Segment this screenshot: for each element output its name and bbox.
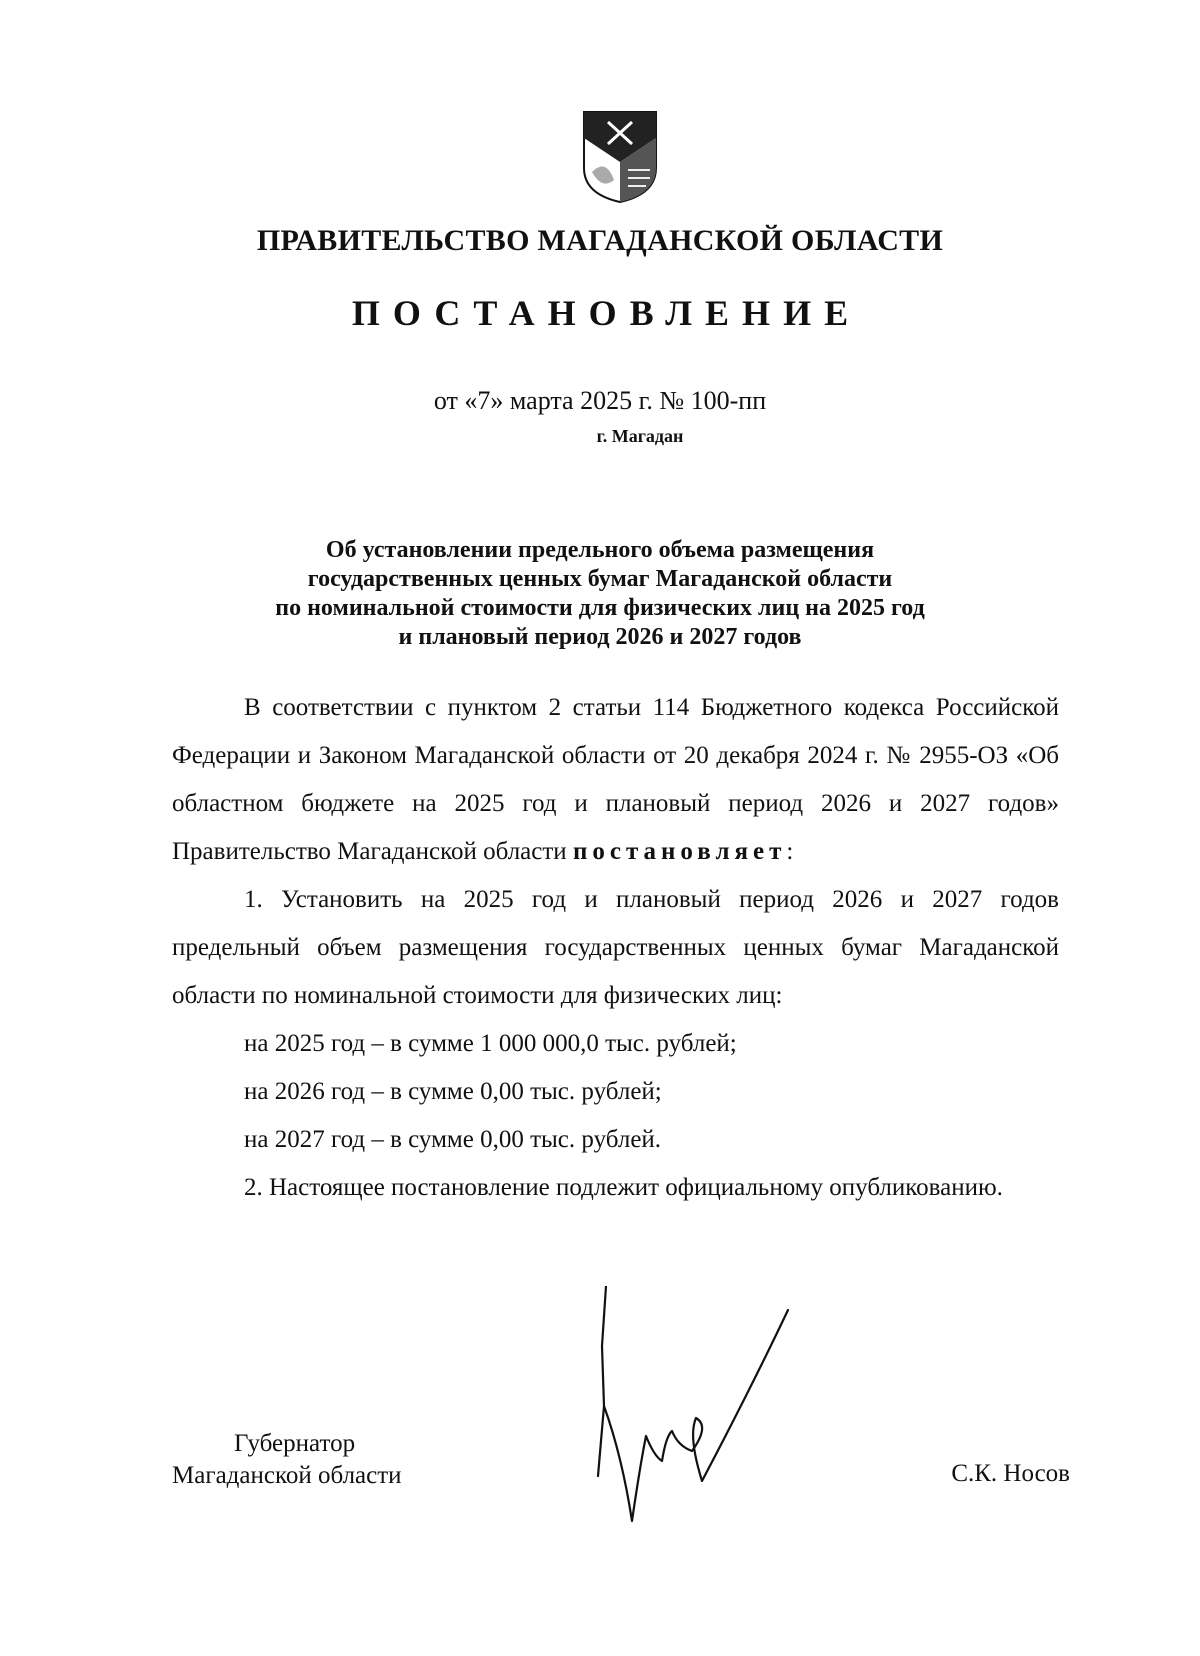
title-line: и плановый период 2026 и 2027 годов: [398, 624, 802, 650]
position-line-2: Магаданской области: [172, 1462, 402, 1489]
item-1-line-2025: на 2025 год – в сумме 1 000 000,0 тыс. рублей;: [244, 1030, 737, 1057]
item-2-paragraph: 2. Настоящее постановление подлежит официальному опубликованию.: [244, 1174, 1003, 1201]
document-date-number: от «7» марта 2025 г. № 100-пп: [433, 386, 767, 415]
signatory-name: С.К. Носов: [951, 1460, 1070, 1487]
title-line: государственных ценных бумаг Магаданской области: [307, 566, 893, 592]
preamble-text: В соответствии с пунктом 2 статьи 114 Бюджетного кодекса Российской Федерации и Законом Магаданской области от 20 декабря 2024 г. № 2955-ОЗ «Об областном бюджете на 2025 год и плановый период 2026 и 2027 годов» Правительство Магаданской области: [172, 694, 1059, 865]
position-line-1: Губернатор: [234, 1430, 356, 1457]
item-1-line-2027: на 2027 год – в сумме 0,00 тыс. рублей.: [244, 1126, 662, 1153]
handwritten-signature: [592, 1286, 792, 1526]
preamble-paragraph: [172, 684, 1059, 876]
coat-of-arms-icon: [580, 108, 660, 204]
decree-word: постановляет: [572, 838, 787, 865]
title-line: Об установлении предельного объема размещения: [325, 537, 875, 563]
document-type: ПОСТАНОВЛЕНИЕ: [351, 293, 862, 333]
signatory-position: [172, 1428, 472, 1492]
title-line: по номинальной стоимости для физических лиц на 2025 год: [275, 595, 925, 621]
document-title: [0, 536, 1200, 652]
document-city: г. Магадан: [596, 426, 684, 446]
document-body: [172, 684, 1059, 1212]
decree-colon: :: [786, 838, 794, 865]
organization-name: ПРАВИТЕЛЬСТВО МАГАДАНСКОЙ ОБЛАСТИ: [256, 224, 944, 257]
item-1-line-2026: на 2026 год – в сумме 0,00 тыс. рублей;: [244, 1078, 662, 1105]
item-1-paragraph: 1. Установить на 2025 год и плановый период 2026 и 2027 годов предельный объем размещения государственных ценных бумаг Магаданской области по номинальной стоимости для физических лиц:: [172, 886, 1059, 1009]
